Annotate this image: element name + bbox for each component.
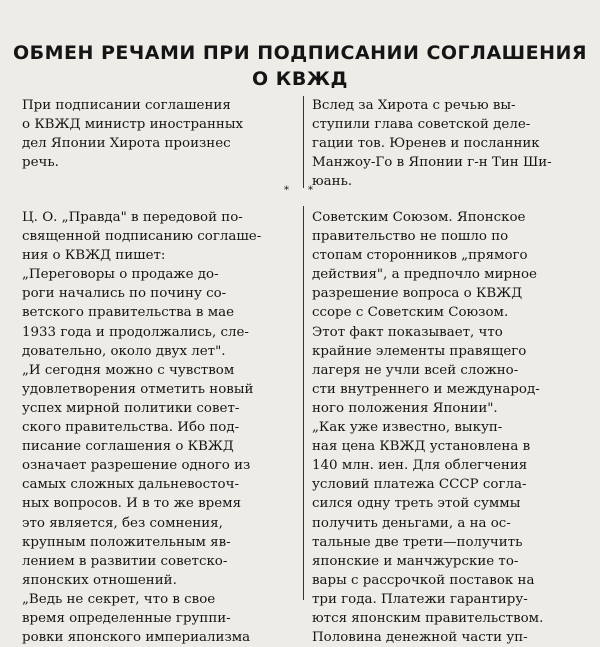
text-line: ния о КВЖД пишет: xyxy=(22,248,166,264)
column-divider-main xyxy=(303,206,304,600)
text-line: это является, без сомнения, xyxy=(22,515,223,531)
text-line: писание соглашения о КВЖД xyxy=(22,439,234,455)
text-line: ссоре с Советским Союзом. xyxy=(312,305,509,321)
text-line: Манжоу-Го в Японии г-н Тин Ши- xyxy=(312,155,552,171)
text-line: юань. xyxy=(312,174,353,190)
text-line: Вслед за Хирота с речью вы- xyxy=(312,98,516,113)
text-line: „Ведь не секрет, что в свое xyxy=(22,591,216,607)
text-line: „Переговоры о продаже до- xyxy=(22,267,219,283)
text-line: сти внутреннего и международ- xyxy=(312,381,540,397)
text-line: „Как уже известно, выкуп- xyxy=(312,420,503,436)
text-line: ная цена КВЖД установлена в xyxy=(312,439,531,455)
text-line: сился одну треть этой суммы xyxy=(312,496,521,512)
article-headline xyxy=(0,40,600,92)
text-line: крайние элементы правящего xyxy=(312,343,527,359)
text-line: ровки японского империализма xyxy=(22,630,251,646)
column-divider-top xyxy=(303,96,304,188)
text-line: получить деньгами, а на ос- xyxy=(312,515,511,531)
text-line: ступили глава советской деле- xyxy=(312,117,531,133)
text-line: ского правительства. Ибо под- xyxy=(22,420,240,436)
text-line: тальные две трети—получить xyxy=(312,534,523,550)
headline-line-2: О КВЖД xyxy=(252,68,348,90)
text-line: крупным положительным яв- xyxy=(22,534,231,550)
text-line: условий платежа СССР согла- xyxy=(312,477,527,493)
intro-right-column xyxy=(312,96,588,191)
text-line: разрешение вопроса о КВЖД xyxy=(312,286,523,302)
text-line: действия", а предпочло мирное xyxy=(312,267,537,283)
text-line: Этот факт показывает, что xyxy=(312,324,503,340)
text-line: священной подписанию соглаше- xyxy=(22,229,262,245)
text-line: самых сложных дальневосточ- xyxy=(22,477,239,493)
text-line: гации тов. Юренев и посланник xyxy=(312,136,540,152)
text-line: ных вопросов. И в то же время xyxy=(22,496,242,512)
text-line: речь. xyxy=(22,155,59,171)
separator-star-1: * xyxy=(284,185,289,196)
intro-left-column xyxy=(22,96,294,172)
text-line: японские и манчжурские то- xyxy=(312,553,519,569)
main-right-column xyxy=(312,208,588,647)
text-line: правительство не пошло по xyxy=(312,229,509,245)
text-line: лением в развитии советско- xyxy=(22,553,228,569)
text-line: время определенные группи- xyxy=(22,610,231,626)
text-line: „И сегодня можно с чувством xyxy=(22,362,235,378)
text-line: 140 млн. иен. Для облегчения xyxy=(312,458,528,474)
text-line: При подписании соглашения xyxy=(22,98,231,113)
text-line: ются японским правительством. xyxy=(312,610,544,626)
main-left-column xyxy=(22,208,294,647)
text-line: Ц. О. „Правда" в передовой по- xyxy=(22,210,243,225)
text-line: вары с рассрочкой поставок на xyxy=(312,572,535,588)
text-line: дел Японии Хирота произнес xyxy=(22,136,231,152)
text-line: 1933 года и продолжались, сле- xyxy=(22,324,249,340)
text-line: три года. Платежи гарантиру- xyxy=(312,591,528,607)
text-line: Половина денежной части уп- xyxy=(312,630,528,646)
text-line: Советским Союзом. Японское xyxy=(312,210,526,225)
text-line: удовлетворения отметить новый xyxy=(22,381,254,397)
text-line: стопам сторонников „прямого xyxy=(312,248,528,264)
text-line: ного положения Японии". xyxy=(312,400,498,416)
text-line: ветского правительства в мае xyxy=(22,305,235,321)
separator-star-2: * xyxy=(308,185,313,196)
text-line: успех мирной политики совет- xyxy=(22,400,240,416)
text-line: о КВЖД министр иностранных xyxy=(22,117,244,133)
text-line: лагеря не учли всей сложно- xyxy=(312,362,519,378)
text-line: означает разрешение одного из xyxy=(22,458,251,474)
headline-line-1: ОБМЕН РЕЧАМИ ПРИ ПОДПИСАНИИ СОГЛАШЕНИЯ xyxy=(12,42,588,64)
text-line: роги начались по почину со- xyxy=(22,286,227,302)
text-line: японских отношений. xyxy=(22,572,177,588)
text-line: довательно, около двух лет". xyxy=(22,343,226,359)
